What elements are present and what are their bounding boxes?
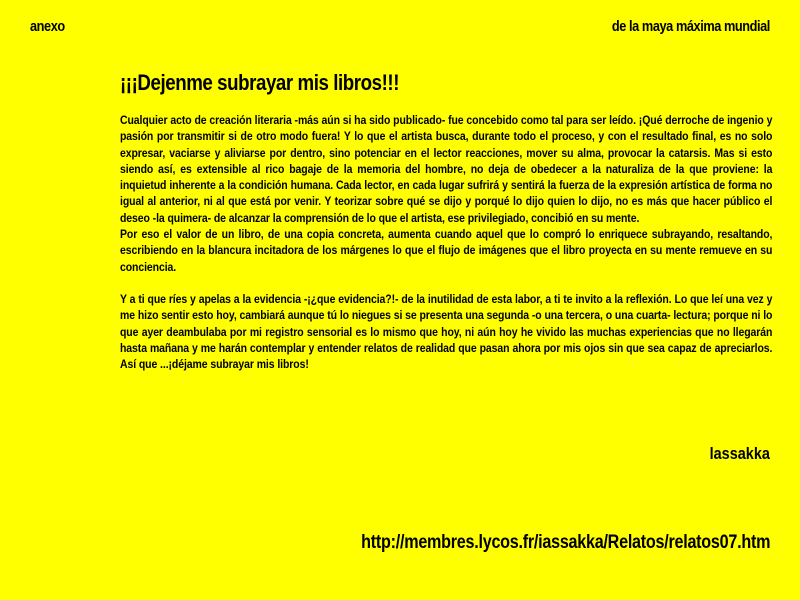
paragraph-3: Y a ti que ríes y apelas a la evidencia -¡¿que evidencia?!- de la inutilidad de esta labor, a ti te invito a la reflexión. Lo que leí una vez y me hizo sentir esto hoy, cambiará aunque tú lo niegues si se presenta una segunda -o una tercera, o una cuarta- lectura; porque ni lo que ayer deambulaba por mi registro sensorial es lo mismo que hoy, ni aún hoy he vivido las muchas experiencias que no llegarán hasta mañana y me harán contemplar y entender relatos de realidad que pasan ahora por mis ojos sin que sea capaz de apreciarlos. Así que ...¡déjame subrayar mis libros! xyxy=(120,291,773,372)
page-title: ¡¡¡Dejenme subrayar mis libros!!! xyxy=(120,70,400,95)
header-left-label: anexo xyxy=(30,18,65,35)
header-right-label: de la maya máxima mundial xyxy=(611,18,770,35)
paragraph-1: Cualquier acto de creación literaria -más aún si ha sido publicado- fue concebido como tal para ser leído. ¡Qué derroche de ingenio y pasión por transmitir si de otro modo fuera! Y lo que el artista busca, durante todo el proceso, y con el resultado final, es no solo expresar, vaciarse y aliviarse por dentro, sino potenciar en el lector reacciones, mover su alma, provocar la catarsis. Mas si esto siendo así, es extensible al rico bagaje de la memoria del hombre, no deja de obedecer a la naturaliza de la que proviene: la inquietud inherente a la condición humana. Cada lector, en cada lugar sufrirá y sentirá la fuerza de la expresión artística de forma no igual al anterior, ni al que está por venir. Y teorizar sobre qué se dijo y porqué lo dijo quien lo dijo, no es más que hacer público el deseo -la quimera- de alcanzar la comprensión de lo que el artista, ese privilegiado, concibió en su mente. xyxy=(120,113,773,225)
author-signature: lassakka xyxy=(709,444,770,463)
article-text xyxy=(120,112,772,372)
source-url-link[interactable]: http://membres.lycos.fr/iassakka/Relatos/relatos07.htm xyxy=(361,532,770,553)
article-body xyxy=(120,112,772,372)
paragraph-2: Por eso el valor de un libro, de una copia concreta, aumenta cuando aquel que lo compró lo enriquece subrayando, resaltando, escribiendo en la blancura incitadora de los márgenes lo que el flujo de imágenes que el libro proyecta en su mente remueve en su conciencia. xyxy=(120,227,773,274)
